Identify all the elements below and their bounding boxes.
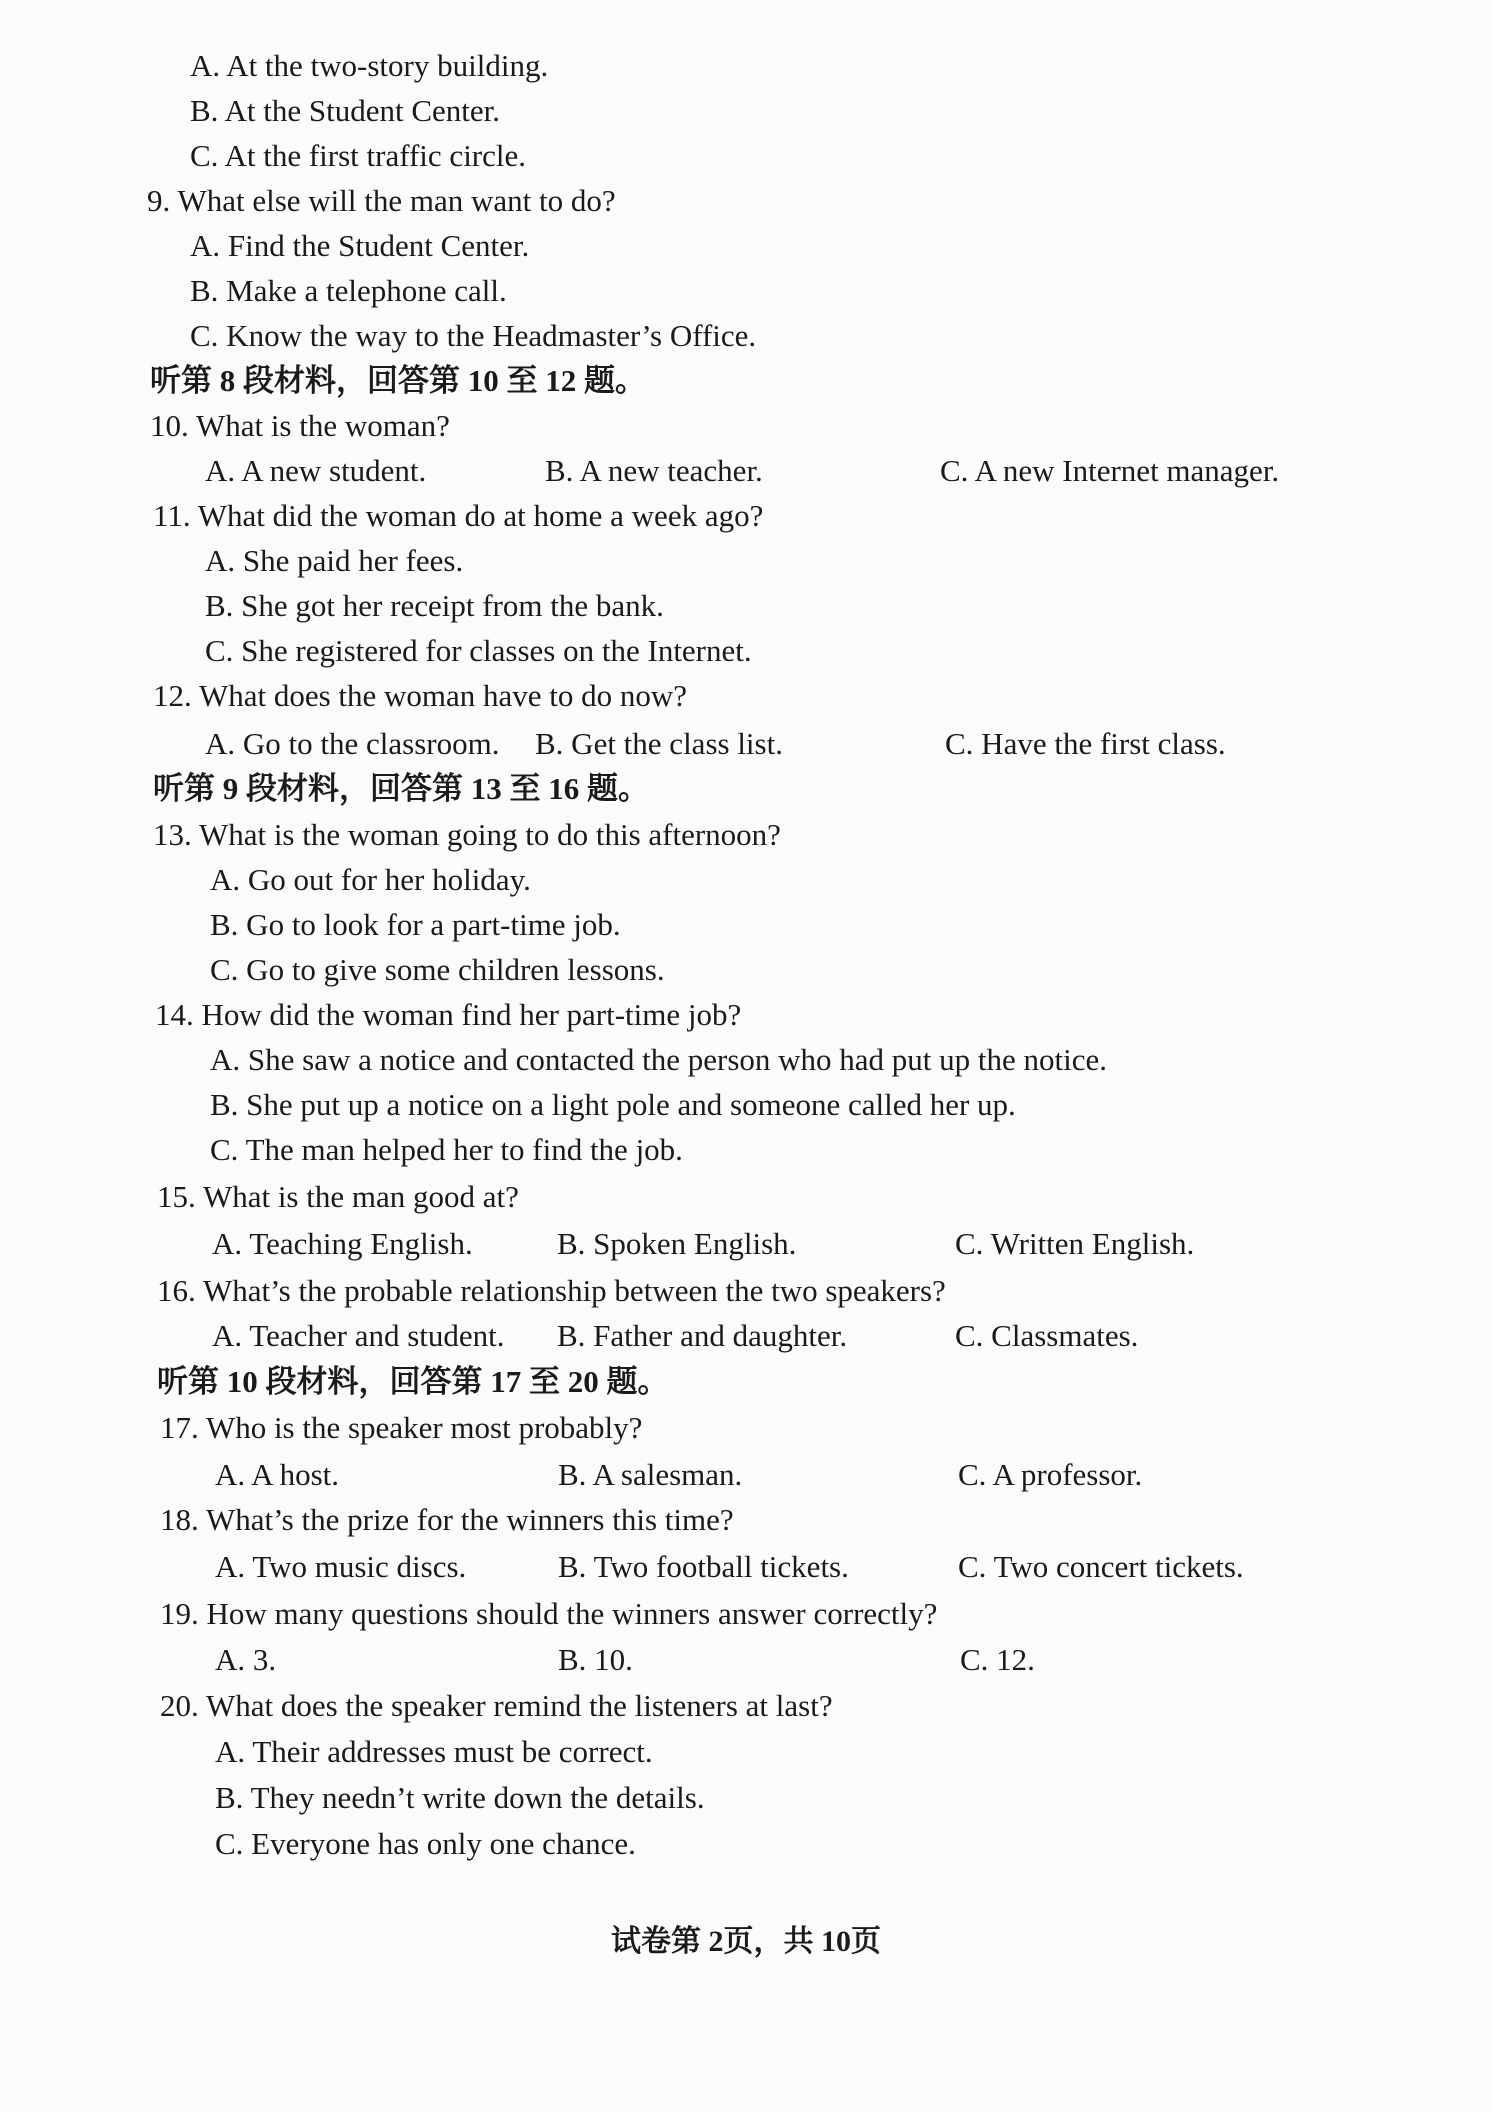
- q9-option-c: C. Know the way to the Headmaster’s Office.: [190, 318, 757, 353]
- q8-option-a: A. At the two-story building.: [190, 48, 549, 83]
- q16-option-c: C. Classmates.: [955, 1318, 1139, 1353]
- q17-option-a: A. A host.: [215, 1457, 340, 1492]
- page-footer: 试卷第 2页，共 10页: [611, 1925, 881, 1958]
- q9-option-b: B. Make a telephone call.: [190, 273, 507, 308]
- q12-stem: 12. What does the woman have to do now?: [153, 678, 688, 713]
- q12-option-b: B. Get the class list.: [535, 726, 783, 761]
- q12-option-c: C. Have the first class.: [945, 726, 1226, 761]
- section-heading-9: 听第 9 段材料，回答第 13 至 16 题。: [153, 771, 649, 806]
- q19-option-a: A. 3.: [215, 1642, 277, 1677]
- q8-option-c: C. At the first traffic circle.: [190, 138, 527, 173]
- q17-stem: 17. Who is the speaker most probably?: [160, 1410, 643, 1445]
- section-heading-10: 听第 10 段材料，回答第 17 至 20 题。: [157, 1364, 669, 1399]
- q16-stem: 16. What’s the probable relationship between the two speakers?: [157, 1273, 946, 1308]
- q18-option-b: B. Two football tickets.: [558, 1549, 849, 1584]
- q14-option-c: C. The man helped her to find the job.: [210, 1132, 683, 1167]
- q19-stem: 19. How many questions should the winners answer correctly?: [160, 1596, 938, 1631]
- q11-stem: 11. What did the woman do at home a week ago?: [153, 498, 764, 533]
- q9-stem: 9. What else will the man want to do?: [147, 183, 616, 218]
- q20-option-b: B. They needn’t write down the details.: [215, 1780, 705, 1815]
- q18-option-c: C. Two concert tickets.: [958, 1549, 1244, 1584]
- q13-option-a: A. Go out for her holiday.: [210, 862, 531, 897]
- q16-option-a: A. Teacher and student.: [212, 1318, 505, 1353]
- q15-option-b: B. Spoken English.: [557, 1226, 797, 1261]
- q13-option-c: C. Go to give some children lessons.: [210, 952, 665, 987]
- q17-option-c: C. A professor.: [958, 1457, 1143, 1492]
- q10-option-b: B. A new teacher.: [545, 453, 763, 488]
- q13-option-b: B. Go to look for a part-time job.: [210, 907, 621, 942]
- q14-option-a: A. She saw a notice and contacted the person who had put up the notice.: [210, 1042, 1108, 1077]
- q19-option-c: C. 12.: [960, 1642, 1035, 1677]
- q9-option-a: A. Find the Student Center.: [190, 228, 530, 263]
- q18-stem: 18. What’s the prize for the winners this time?: [160, 1502, 734, 1537]
- q16-option-b: B. Father and daughter.: [557, 1318, 848, 1353]
- q20-option-a: A. Their addresses must be correct.: [215, 1734, 653, 1769]
- q19-option-b: B. 10.: [558, 1642, 633, 1677]
- q14-option-b: B. She put up a notice on a light pole and someone called her up.: [210, 1087, 1016, 1122]
- q11-option-b: B. She got her receipt from the bank.: [205, 588, 664, 623]
- q15-option-a: A. Teaching English.: [212, 1226, 473, 1261]
- q12-option-a: A. Go to the classroom.: [205, 726, 500, 761]
- q10-stem: 10. What is the woman?: [150, 408, 450, 443]
- section-heading-8: 听第 8 段材料，回答第 10 至 12 题。: [150, 363, 646, 398]
- q14-stem: 14. How did the woman find her part-time job?: [155, 997, 742, 1032]
- q11-option-c: C. She registered for classes on the Internet.: [205, 633, 752, 668]
- q13-stem: 13. What is the woman going to do this afternoon?: [153, 817, 781, 852]
- q17-option-b: B. A salesman.: [558, 1457, 743, 1492]
- q18-option-a: A. Two music discs.: [215, 1549, 467, 1584]
- q20-option-c: C. Everyone has only one chance.: [215, 1826, 636, 1861]
- q10-option-a: A. A new student.: [205, 453, 427, 488]
- q8-option-b: B. At the Student Center.: [190, 93, 500, 128]
- q15-stem: 15. What is the man good at?: [157, 1179, 519, 1214]
- q20-stem: 20. What does the speaker remind the listeners at last?: [160, 1688, 833, 1723]
- q11-option-a: A. She paid her fees.: [205, 543, 464, 578]
- q15-option-c: C. Written English.: [955, 1226, 1195, 1261]
- q10-option-c: C. A new Internet manager.: [940, 453, 1280, 488]
